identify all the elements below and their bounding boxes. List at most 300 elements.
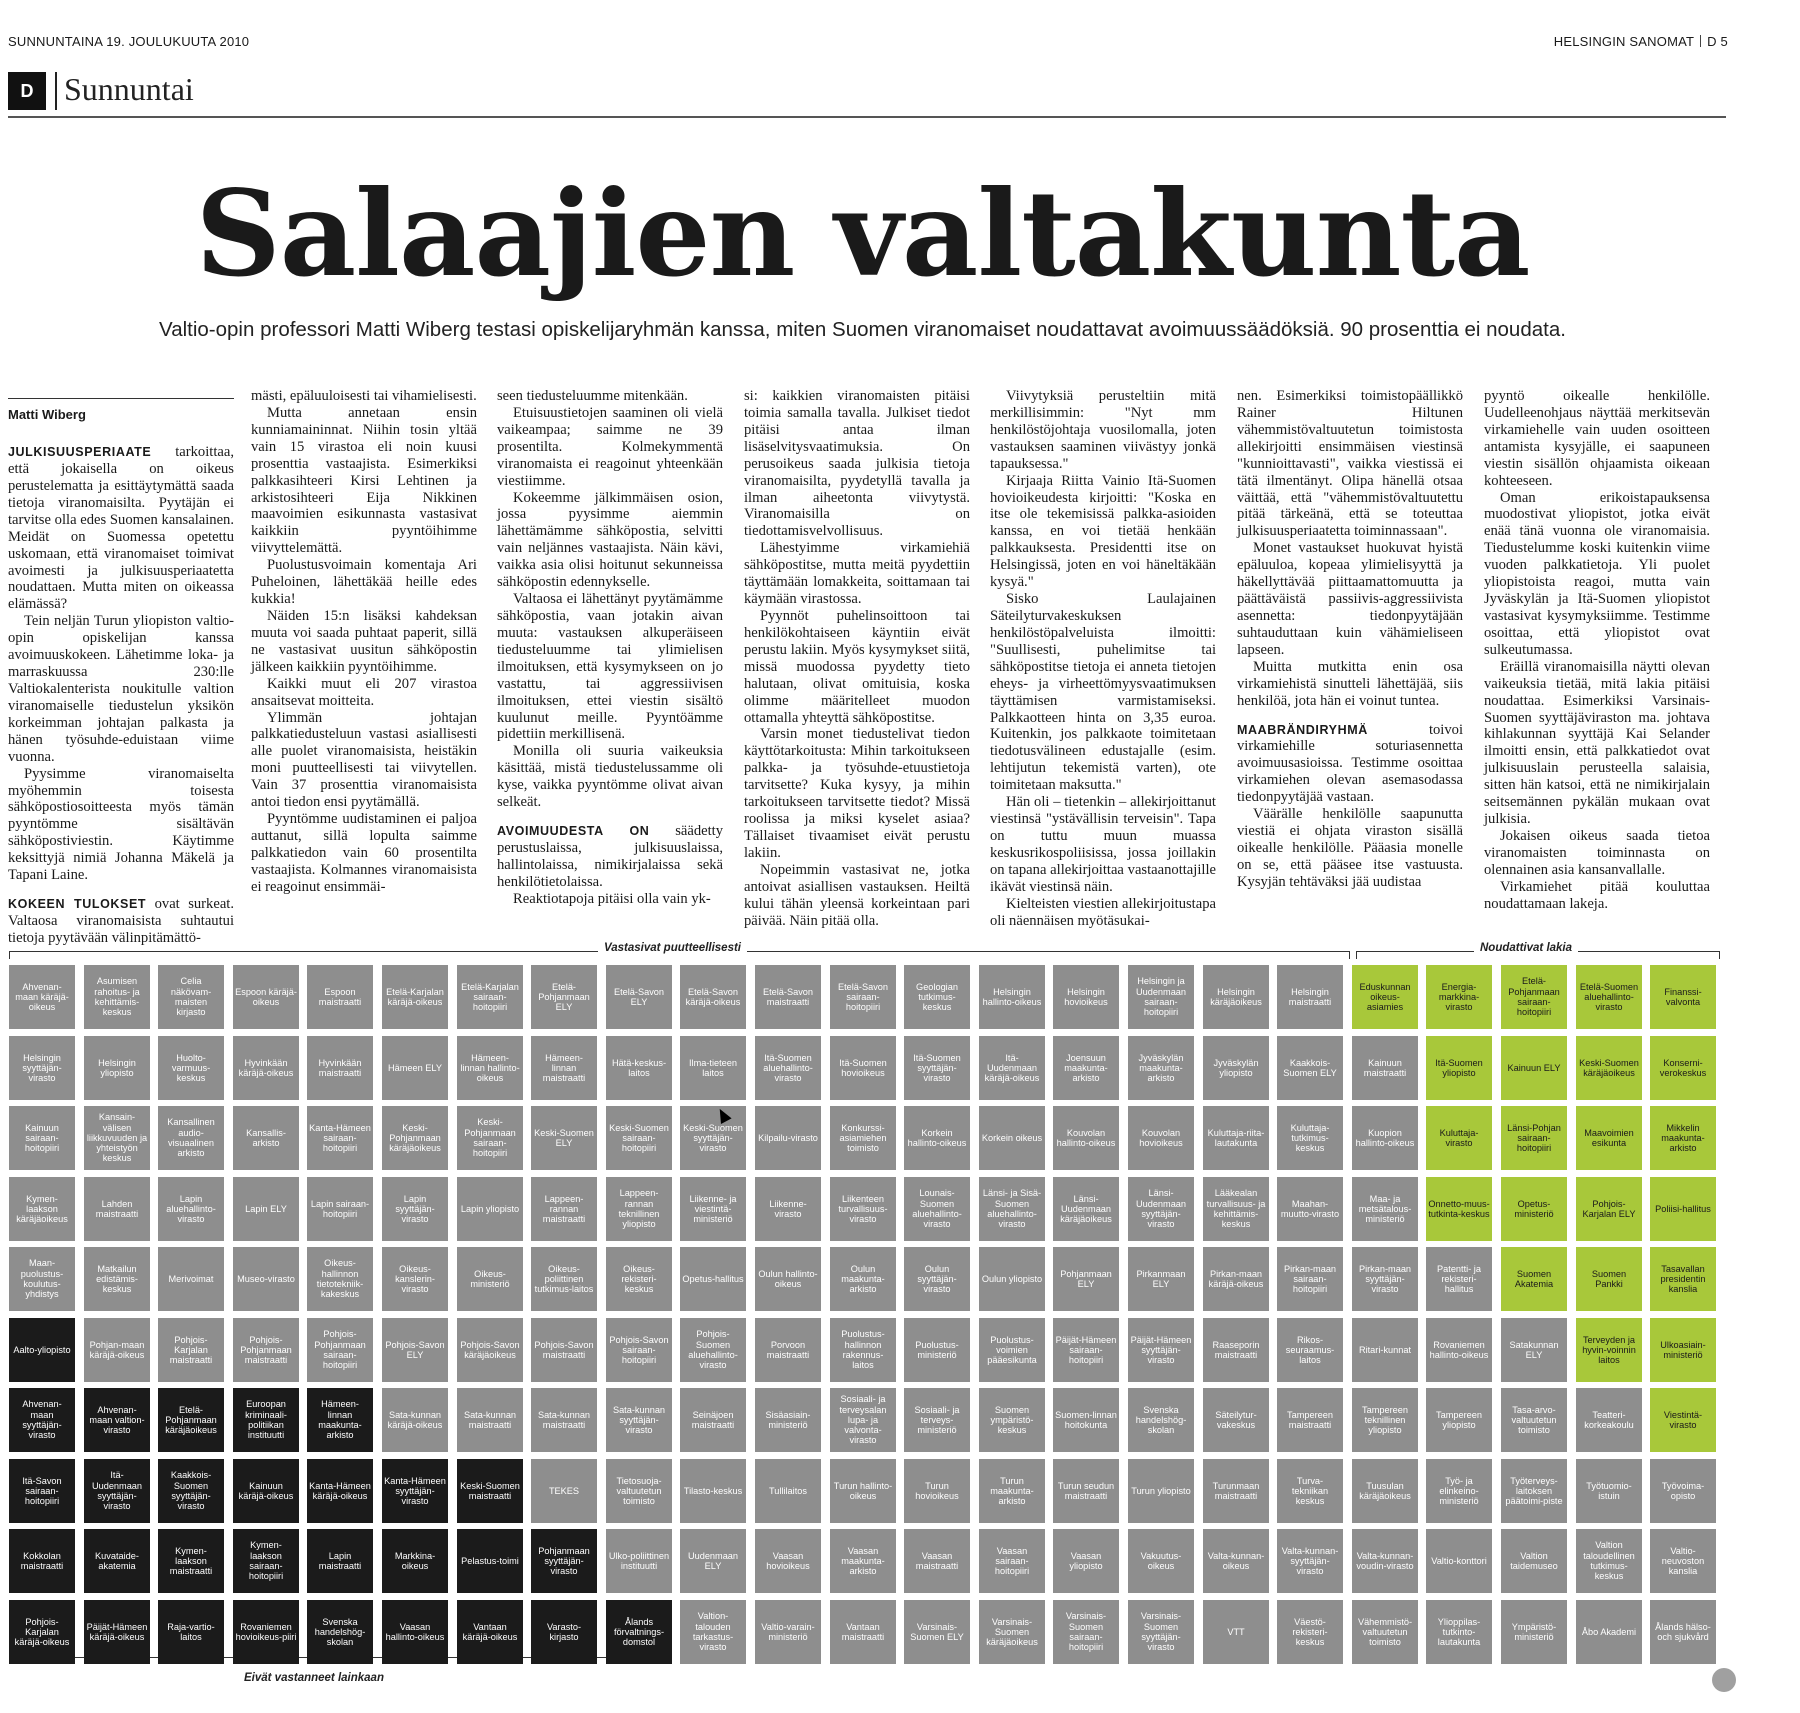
agency-cell: Kainuun ELY xyxy=(1501,1036,1567,1100)
paragraph: Ylimmän johtajan palkkatiedusteluun vastasi asiallisesti alle puolet viranomaisista, heistäkin moni puutteellisesti tai viivytellen. Vain 37 prosenttia viranomaisista antoi tiedon ensi pyytämällä. xyxy=(251,709,477,811)
agency-cell: Etelä-Savon maistraatti xyxy=(755,965,821,1029)
agency-cell: Suomen ympäristö-keskus xyxy=(979,1388,1045,1452)
paragraph-text: säädetty perustuslaissa, julkisuuslaissa, hallintolaissa, nimikirjalaissa sekä henkilötietolaissa. xyxy=(497,823,724,890)
agency-cell: Kilpailu-virasto xyxy=(755,1106,821,1170)
paragraph xyxy=(497,823,723,891)
section-letter-badge: D xyxy=(8,72,46,110)
byline: Matti Wiberg xyxy=(8,398,234,422)
agency-cell: Konkurssi-asiamiehen toimisto xyxy=(830,1106,896,1170)
paragraph: Kirjaaja Riitta Vainio Itä-Suomen hovioikeudesta kirjoitti: "Koska en itse ole tekemisissä palkka-asioiden kanssa, en voi tietää henkään palkkauksesta. Presidentti itse on Helsingissä, joten en voi häneltäkään kysyä." xyxy=(990,472,1216,591)
agency-cell: Kuluttaja-tutkimus-keskus xyxy=(1277,1106,1343,1170)
agency-cell: Länsi-Pohjan sairaan-hoitopiiri xyxy=(1501,1106,1567,1170)
agency-cell: Lounais-Suomen aluehallinto-virasto xyxy=(904,1177,970,1241)
agency-cell: Kansain-välisen liikkuvuuden ja yhteistyön keskus xyxy=(84,1106,150,1170)
paragraph: Sisko Laulajainen Säteilyturvakeskuksen henkilöstöpalveluista ilmoitti: "Suullisesti, puhelimitse tai sähköpostitse tietoja ei anneta tietojen eheys- ja virheettömyysvaatimuksen täyttämisen varmistamiseksi. Palkkaotteen hinta on 3,35 euroa. Kuitenkin, jos palkkaote toimitetaan tiedotusvälineen edustajalle (esim. lehtijutun tekemistä varten), ote toimitetaan maksutta." xyxy=(990,591,1216,794)
agency-cell: Väestö-rekisteri-keskus xyxy=(1277,1600,1343,1664)
agency-cell: Vantaan käräjä-oikeus xyxy=(457,1600,523,1664)
agency-cell: Pohjanmaan syyttäjän-virasto xyxy=(531,1529,597,1593)
agency-cell: Turva-tekniikan keskus xyxy=(1277,1459,1343,1523)
agency-cell: Rikos-seuraamus-laitos xyxy=(1277,1318,1343,1382)
agency-cell: Valta-kunnan-oikeus xyxy=(1203,1529,1269,1593)
agency-cell: Varsinais-Suomen ELY xyxy=(904,1600,970,1664)
agency-cell: Helsingin ja Uudenmaan sairaan-hoitopiiri xyxy=(1128,965,1194,1029)
agency-cell: Onnetto-muus-tutkinta-keskus xyxy=(1426,1177,1492,1241)
agency-cell: Lapin sairaan-hoitopiiri xyxy=(307,1177,373,1241)
agency-cell: Varsinais-Suomen syyttäjän-virasto xyxy=(1128,1600,1194,1664)
page-number: D 5 xyxy=(1707,34,1728,49)
agency-cell: Itä-Suomen syyttäjän-virasto xyxy=(904,1036,970,1100)
agency-cell: Länsi-Uudenmaan käräjäoikeus xyxy=(1053,1177,1119,1241)
agency-cell: Turun hallinto-oikeus xyxy=(830,1459,896,1523)
paragraph: Kaikki muut eli 207 virastoa ansaitsevat moitteita. xyxy=(251,675,477,709)
agency-cell: Matkailun edistämis-keskus xyxy=(84,1247,150,1311)
paper-name: HELSINGIN SANOMAT xyxy=(1553,34,1695,49)
agency-cell: Valta-kunnan-voudin-virasto xyxy=(1352,1529,1418,1593)
paragraph: Puolustusvoimain komentaja Ari Puheloinen, lähettäkää heille edes kukkia! xyxy=(251,557,477,608)
agency-cell: Valta-kunnan-syyttäjän-virasto xyxy=(1277,1529,1343,1593)
agency-cell: Kymen-laakson sairaan-hoitopiiri xyxy=(233,1529,299,1593)
agency-cell: Lapin yliopisto xyxy=(457,1177,523,1241)
agency-cell: Svenska handelshög-skolan xyxy=(307,1600,373,1664)
agency-cell: Pirkan-maan käräjä-oikeus xyxy=(1203,1247,1269,1311)
paragraph: Oman erikoistapauksensa muodostivat yliopistot, jotka eivät enää tänä vuonna ole viranomaisia. Tiedustelumme koski kuitenkin viime vuoden palkkatietoja. Yli puolet yliopistoista reagoi, mutta vain Jyväskylän ja Itä-Suomen yliopistot vastasivat kysymyksiimme. Testimme osoittaa, että yliopistot ovat sulkeutumassa. xyxy=(1484,489,1710,658)
agency-cell: Kansallinen audio-visuaalinen arkisto xyxy=(158,1106,224,1170)
agency-cell: Työvoima-opisto xyxy=(1650,1459,1716,1523)
agency-cell: Hyvinkään käräjä-oikeus xyxy=(233,1036,299,1100)
agency-cell: Varasto-kirjasto xyxy=(531,1600,597,1664)
agency-cell: Valtio-konttori xyxy=(1426,1529,1492,1593)
agency-cell: Rovaniemen hovioikeus-piiri xyxy=(233,1600,299,1664)
agency-cell: Helsingin käräjäoikeus xyxy=(1203,965,1269,1029)
paragraph: Pyynnöt puhelinsoittoon tai henkilökohtaiseen käyntiin eivät perustu lakiin. Myös kysymykset siitä, missä muodossa pyydetty tieto halutaan, olivat omituisia, koska olimme määritelleet muodon ottamalla yhteyttä sähköpostitse. xyxy=(744,607,970,726)
paragraph-text: tarkoittaa, että jokaisella on oikeus perustelematta ja esittäytymättä saada tietoja viranomaisilta. Pyytäjän ei tarvitse olla edes Suomen kansalainen. Meidät on Suomessa opetettu uskomaan, että viranomaiset toimivat avoimesti ja julkisuusperiaatetta noudattaen. Mutta miten on oikeassa elämässä? xyxy=(8,444,234,613)
paragraph: Monilla oli suuria vaikeuksia käsittää, mistä tiedustelussamme oli kyse, vaikka pyyntömme olivat aivan selkeät. xyxy=(497,743,723,811)
agency-cell: Porvoon maistraatti xyxy=(755,1318,821,1382)
agency-cell: Maahan-muutto-virasto xyxy=(1277,1177,1343,1241)
page-date: SUNNUNTAINA 19. JOULUKUUTA 2010 xyxy=(8,34,250,49)
paragraph: mästi, epäluuloisesti tai vihamielisesti. xyxy=(251,388,477,404)
agency-cell: Puolustus-voimien pääesikunta xyxy=(979,1318,1045,1382)
agency-cell: Sisäasiain-ministeriö xyxy=(755,1388,821,1452)
label-complied: Noudattivat lakia xyxy=(1474,942,1578,954)
paragraph: Kokeemme jälkimmäisen osion, jossa pyysimme aiemmin lähettämämme sähköpostia, selvitti vain neljännes vastaajista. Näin kävi, vaikka asia olisi hoitunut sekunneissa sähköpostin edennykselle. xyxy=(497,489,723,591)
agency-cell: Hyvinkään maistraatti xyxy=(307,1036,373,1100)
article-column-4 xyxy=(744,388,970,929)
lead-in: AVOIMUUDESTA ON xyxy=(497,824,650,839)
agency-cell: Itä-Uudenmaan käräjä-oikeus xyxy=(979,1036,1045,1100)
agency-cell: Raja-vartio-laitos xyxy=(158,1600,224,1664)
agency-cell: Satakunnan ELY xyxy=(1501,1318,1567,1382)
agency-cell: Markkina-oikeus xyxy=(382,1529,448,1593)
paragraph xyxy=(8,896,234,947)
agency-cell: Ulkoasiain-ministeriö xyxy=(1650,1318,1716,1382)
paragraph: Pyyntömme uudistaminen ei paljoa auttanut, sillä lopulta saimme palkkatiedon vain 60 prosentilta vastaajista. Kolmannes viranomaisista ei reagoinut ensimmäi- xyxy=(251,811,477,895)
agency-cell: Kainuun sairaan-hoitopiiri xyxy=(9,1106,75,1170)
agency-cell: Vaasan hovioikeus xyxy=(755,1529,821,1593)
article-column-1 xyxy=(8,388,234,946)
headline: Salaajien valtakunta xyxy=(195,164,1530,303)
paragraph-text: toivoi virkamiehille soturiasennetta avoimuusasioissa. Testimme osoittaa virkamiehen olevan asemasodassa tiedonpyytäjää vastaan. xyxy=(1237,721,1463,806)
paragraph: Pyysimme viranomaiselta myöhemmin toisesta sähköpostiosoitteesta myös tämän pyyntömme sisältävän sähköpostiviestin. Käytimme keksittyjä nimiä Johanna Mäkelä ja Tapani Laine. xyxy=(8,765,234,884)
paragraph: si: kaikkien viranomaisten pitäisi toimia samalla tavalla. Julkiset tiedot pitäisi antaa ilman lisäselvitysvaatimuksia. On perusoikeus saada julkisia tietoja viranomaisilta, pyydetyllä tavalla ja ilman aiheetonta viivytystä. Viranomaisilla on tiedottamisvelvollisuus. xyxy=(744,388,970,540)
agency-cell: Itä-Suomen yliopisto xyxy=(1426,1036,1492,1100)
agency-cell: Helsingin hovioikeus xyxy=(1053,965,1119,1029)
agency-cell: Helsingin hallinto-oikeus xyxy=(979,965,1045,1029)
paragraph: Näiden 15:n lisäksi kahdeksan muuta voi saada puhtaat paperit, sillä ne vastasivat uusitun sähköpostin jälkeen kaikkiin pyyntöihimme. xyxy=(251,607,477,675)
agency-cell: Maan-puolustus-koulutus-yhdistys xyxy=(9,1247,75,1311)
agency-cell: Vähemmistö-valtuutetun toimisto xyxy=(1352,1600,1418,1664)
agency-cell: Rovaniemen hallinto-oikeus xyxy=(1426,1318,1492,1382)
agency-cell: Liikenteen turvallisuus-virasto xyxy=(830,1177,896,1241)
agency-cell: Tampereen teknillinen yliopisto xyxy=(1352,1388,1418,1452)
agency-cell: Ympäristö-ministeriö xyxy=(1501,1600,1567,1664)
agency-cell: Vaasan sairaan-hoitopiiri xyxy=(979,1529,1045,1593)
agency-cell: Vaasan yliopisto xyxy=(1053,1529,1119,1593)
agency-cell: Keski-Suomen syyttäjän-virasto xyxy=(680,1106,746,1170)
agency-cell: Finanssi-valvonta xyxy=(1650,965,1716,1029)
agency-cell: Aalto-yliopisto xyxy=(9,1318,75,1382)
agency-cell: Kouvolan hallinto-oikeus xyxy=(1053,1106,1119,1170)
agency-cell: Keski-Suomen käräjäoikeus xyxy=(1576,1036,1642,1100)
article-column-6 xyxy=(1237,388,1463,908)
agency-cell: Kymen-laakson maistraatti xyxy=(158,1529,224,1593)
agency-cell: Keski-Pohjanmaan käräjäoikeus xyxy=(382,1106,448,1170)
agency-cell: Sata-kunnan syyttäjän-virasto xyxy=(606,1388,672,1452)
agency-cell: Celia näkövam-maisten kirjasto xyxy=(158,965,224,1029)
agency-cell: Seinäjoen maistraatti xyxy=(680,1388,746,1452)
agency-cell: Uudenmaan ELY xyxy=(680,1529,746,1593)
agency-cell: Oikeus-ministeriö xyxy=(457,1247,523,1311)
agency-cell: Kainuun käräjä-oikeus xyxy=(233,1459,299,1523)
agency-cell: Työ- ja elinkeino-ministeriö xyxy=(1426,1459,1492,1523)
agency-cell: Oikeus-rekisteri-keskus xyxy=(606,1247,672,1311)
paragraph: Tein neljän Turun yliopiston valtio-opin opiskelijan kanssa avoimuuskokeen. Lähetimme loka- ja marraskuussa 230:lle Valtiokalenterista noukitulle valtion viranomaiselle tiedustelun yksikön korkeimman johtajan palkasta ja hänen työsuhde-eduistaan viime vuonna. xyxy=(8,613,234,765)
agency-cell: Valtion-talouden tarkastus-virasto xyxy=(680,1600,746,1664)
agency-cell: Tuusulan käräjäoikeus xyxy=(1352,1459,1418,1523)
agency-cell: Valtio-varain-ministeriö xyxy=(755,1600,821,1664)
agency-cell: Eduskunnan oikeus-asiamies xyxy=(1352,965,1418,1029)
agency-cell: Maavoimien esikunta xyxy=(1576,1106,1642,1170)
agency-cell: Suomen Akatemia xyxy=(1501,1247,1567,1311)
agency-cell: Pohjan-maan käräjä-oikeus xyxy=(84,1318,150,1382)
agency-cell: Konserni-verokeskus xyxy=(1650,1036,1716,1100)
agency-cell: Lapin ELY xyxy=(233,1177,299,1241)
agency-cell: Pohjois-Pohjanmaan sairaan-hoitopiiri xyxy=(307,1318,373,1382)
agency-cell: Kaakkois-Suomen syyttäjän-virasto xyxy=(158,1459,224,1523)
paragraph: Etuisuustietojen saaminen oli vielä vaikeampaa; saimme ne 39 prosentilta. Kolmekymmentä viranomaista ei reagoinut yhteenkään viestiimme. xyxy=(497,404,723,489)
agency-cell: Liikenne-virasto xyxy=(755,1177,821,1241)
agency-cell: Pohjanmaan ELY xyxy=(1053,1247,1119,1311)
page-folio xyxy=(1554,34,1728,49)
agency-cell: Euroopan kriminaali-politiikan instituutti xyxy=(233,1388,299,1452)
agency-cell: Opetus-hallitus xyxy=(680,1247,746,1311)
folio-divider xyxy=(1700,35,1701,47)
agency-cell: Etelä-Savon ELY xyxy=(606,965,672,1029)
agency-cell: Pirkan-maan syyttäjän-virasto xyxy=(1352,1247,1418,1311)
agency-cell: Pohjois-Savon käräjäoikeus xyxy=(457,1318,523,1382)
agency-cell: Päijät-Hämeen käräjä-oikeus xyxy=(84,1600,150,1664)
agency-cell: Etelä-Pohjanmaan sairaan-hoitopiiri xyxy=(1501,965,1567,1029)
agency-cell: Sosiaali- ja terveysalan lupa- ja valvonta-virasto xyxy=(830,1388,896,1452)
standfirst: Valtio-opin professori Matti Wiberg testasi opiskelijaryhmän kanssa, miten Suomen viranomaiset noudattavat avoimuussäädöksiä. 90 prosenttia ei noudata. xyxy=(159,318,1566,341)
paragraph: Mutta annetaan ensin kunniamaininnat. Niihin tosin yltää vain 15 virastoa eli noin kuusi prosenttia vastaajista. Esimerkiksi palkkasihteeri Kirsi Lehtinen ja arkistosihteeri Eija Nikkinen maavoimien esikunnasta vastasivat kaikkiin pyyntöihimme viivyttelemättä. xyxy=(251,404,477,557)
paragraph: Väärälle henkilölle saapunutta viestiä ei ohjata viraston sisällä oikealle henkilölle. Pääasia monelle on se, että pääsee itse vastuusta. Kysyjän tehtäväksi jää uudistaa xyxy=(1237,806,1463,890)
agency-cell: Kymen-laakson käräjäoikeus xyxy=(9,1177,75,1241)
agency-cell: Sosiaali- ja terveys-ministeriö xyxy=(904,1388,970,1452)
agency-cell: Merivoimat xyxy=(158,1247,224,1311)
agency-cell: Oulun maakunta-arkisto xyxy=(830,1247,896,1311)
agency-cell: Lapin syyttäjän-virasto xyxy=(382,1177,448,1241)
agency-cell: Puolustus-ministeriö xyxy=(904,1318,970,1382)
agency-cell: Kuluttaja-virasto xyxy=(1426,1106,1492,1170)
section-divider xyxy=(55,72,57,110)
agency-cell: Suomen Pankki xyxy=(1576,1247,1642,1311)
agency-cell: Ritari-kunnat xyxy=(1352,1318,1418,1382)
agency-cell: Säteilytur-vakeskus xyxy=(1203,1388,1269,1452)
agency-cell: Espoon maistraatti xyxy=(307,965,373,1029)
paragraph: Nopeimmin vastasivat ne, jotka antoivat asiallisen vastauksen. Heiltä kului tähän yleensä korkeintaan pari päivää. Näin pitää olla. xyxy=(744,861,970,929)
agency-cell: Museo-virasto xyxy=(233,1247,299,1311)
agency-cell: Oikeus-hallinnon tietotekniik-kakeskus xyxy=(307,1247,373,1311)
agency-cell: Turun maakunta-arkisto xyxy=(979,1459,1045,1523)
agency-cell: Itä-Suomen hovioikeus xyxy=(830,1036,896,1100)
agency-cell: Itä-Uudenmaan syyttäjän-virasto xyxy=(84,1459,150,1523)
agency-cell: Hämeen-linnan hallinto-oikeus xyxy=(457,1036,523,1100)
agency-cell: Etelä-Karjalan sairaan-hoitopiiri xyxy=(457,965,523,1029)
paragraph xyxy=(1237,722,1463,807)
agency-cell: Kouvolan hovioikeus xyxy=(1128,1106,1194,1170)
agency-cell: Tampereen yliopisto xyxy=(1426,1388,1492,1452)
agency-cell: TEKES xyxy=(531,1459,597,1523)
agency-cell: Valtion taloudellinen tutkimus-keskus xyxy=(1576,1529,1642,1593)
paragraph: Reaktiotapoja pitäisi olla vain yk- xyxy=(513,890,711,907)
agency-cell: Patentti- ja rekisteri-hallitus xyxy=(1426,1247,1492,1311)
agency-cell: Kainuun maistraatti xyxy=(1352,1036,1418,1100)
agency-cell: Pohjois-Karjalan käräjä-oikeus xyxy=(9,1600,75,1664)
agency-cell: Tasa-arvo-valtuutetun toimisto xyxy=(1501,1388,1567,1452)
agency-cell: Energia-markkina-virasto xyxy=(1426,965,1492,1029)
agency-cell: Helsingin syyttäjän-virasto xyxy=(9,1036,75,1100)
agency-cell: Ahvenan-maan valtion-virasto xyxy=(84,1388,150,1452)
agency-cell: Korkein oikeus xyxy=(979,1106,1045,1170)
agency-cell: Turun yliopisto xyxy=(1128,1459,1194,1523)
agency-cell: Hämeen-linnan maistraatti xyxy=(531,1036,597,1100)
agency-cell: Kanta-Hämeen sairaan-hoitopiiri xyxy=(307,1106,373,1170)
section-header xyxy=(8,66,1726,118)
agency-cell: Ahvenan-maan käräjä-oikeus xyxy=(9,965,75,1029)
label-incomplete: Vastasivat puutteellisesti xyxy=(598,942,747,954)
article-column-5 xyxy=(990,388,1216,929)
agency-cell: Hämeen-linnan maakunta-arkisto xyxy=(307,1388,373,1452)
agency-cell: Työterveys-laitoksen päätoimi-piste xyxy=(1501,1459,1567,1523)
lead-in: KOKEEN TULOKSET xyxy=(8,897,147,912)
agency-cell: Tilasto-keskus xyxy=(680,1459,746,1523)
paragraph: Virkamiehet pitää kouluttaa noudattamaan lakeja. xyxy=(1484,878,1710,912)
agency-cell: Tullilaitos xyxy=(755,1459,821,1523)
agency-cell: Oulun yliopisto xyxy=(979,1247,1045,1311)
agency-cell: Ahvenan-maan syyttäjän-virasto xyxy=(9,1388,75,1452)
agency-cell: Etelä-Savon sairaan-hoitopiiri xyxy=(830,965,896,1029)
agency-cell: Oikeus-poliittinen tutkimus-laitos xyxy=(531,1247,597,1311)
agency-cell: Geologian tutkimus-keskus xyxy=(904,965,970,1029)
agency-cell: Länsi- ja Sisä-Suomen aluehallinto-virasto xyxy=(979,1177,1045,1241)
agency-cell: Kaakkois-Suomen ELY xyxy=(1277,1036,1343,1100)
agency-cell: Vantaan maistraatti xyxy=(830,1600,896,1664)
agency-cell: Helsingin maistraatti xyxy=(1277,965,1343,1029)
agency-grid xyxy=(9,965,1711,1653)
agency-cell: Oikeus-kanslerin-virasto xyxy=(382,1247,448,1311)
agency-cell: Ålands hälso- och sjukvård xyxy=(1650,1600,1716,1664)
agency-cell: Viestintä-virasto xyxy=(1650,1388,1716,1452)
agency-cell: Kuluttaja-riita-lautakunta xyxy=(1203,1106,1269,1170)
agency-cell: Lääkealan turvallisuus- ja kehittämis-keskus xyxy=(1203,1177,1269,1241)
agency-cell: Turun hovioikeus xyxy=(904,1459,970,1523)
paragraph: nen. Esimerkiksi toimistopäällikkö Rainer Hiltunen vähemmistövaltuutetun toimistosta allekirjoitti ensimmäisen viestinsä "kunnioittavasti", vaikka viestissä ei tätä ilmentänyt. Olipa hänellä otsaa väittää, että "vähemmistövaltuutettu pitää tärkeänä, että se toteuttaa julkisuusperiaatetta toiminnassaan". xyxy=(1237,388,1463,540)
paragraph: Lähestyimme virkamiehiä sähköpostitse, mutta meitä pyydettiin täyttämään lomakkeita, soittamaan tai käymään virastossa. xyxy=(744,540,970,608)
paragraph xyxy=(8,444,234,613)
agency-cell: Korkein hallinto-oikeus xyxy=(904,1106,970,1170)
agency-cell: Lapin maistraatti xyxy=(307,1529,373,1593)
agency-cell: Pohjois-Pohjanmaan maistraatti xyxy=(233,1318,299,1382)
agency-cell: Lappeen-rannan maistraatti xyxy=(531,1177,597,1241)
agency-cell: Vaasan maistraatti xyxy=(904,1529,970,1593)
agency-cell: Pirkanmaan ELY xyxy=(1128,1247,1194,1311)
paragraph: Monet vastaukset huokuvat hyistä epäluuloa, kopeaa ylimielisyyttä ja häkellyttävää piittaamattomuutta ja päättäväistä passiivis-aggressiivista asennetta: tiedonpyytäjään suhtauduttaan kuin vähämieliseen lapseen. xyxy=(1237,540,1463,658)
agency-cell: Oulun syyttäjän-virasto xyxy=(904,1247,970,1311)
agency-cell: Oulun hallinto-oikeus xyxy=(755,1247,821,1311)
agency-cell: Työtuomio-istuin xyxy=(1576,1459,1642,1523)
agency-cell: Vaasan maakunta-arkisto xyxy=(830,1529,896,1593)
label-none: Eivät vastanneet lainkaan xyxy=(238,1672,390,1684)
agency-cell: Pohjois-Karjalan ELY xyxy=(1576,1177,1642,1241)
agency-cell: Pelastus-toimi xyxy=(457,1529,523,1593)
agency-cell: VTT xyxy=(1203,1600,1269,1664)
paragraph: Kielteisten viestien allekirjoitustapa oli näennäisen myötäsukai- xyxy=(990,895,1216,929)
agency-cell: Ulko-poliittinen instituutti xyxy=(606,1529,672,1593)
agency-cell: Svenska handelshög-skolan xyxy=(1128,1388,1194,1452)
agency-cell: Ålands förvaltnings-domstol xyxy=(606,1600,672,1664)
section-title: Sunnuntai xyxy=(64,71,194,107)
paragraph: Eräillä viranomaisilla näytti olevan vaikeuksia tietää, mitä lakia pitäisi noudattaa. Esimerkiksi Varsinais-Suomen syyttäjäviraston ma. johtava kihlakunnan syyttäjä Kai Selander ilmoitti ensin, että palkkatiedot ovat julkisuuslain perusteella salaisia, sitten hän katsoi, että ne nimikirjalain seitsemännen pykälän mukaan ovat julkisia. xyxy=(1484,658,1710,828)
agency-cell: Pohjois-Savon ELY xyxy=(382,1318,448,1382)
agency-cell: Länsi-Uudenmaan syyttäjän-virasto xyxy=(1128,1177,1194,1241)
agency-cell: Raaseporin maistraatti xyxy=(1203,1318,1269,1382)
agency-cell: Suomen-linnan hoitokunta xyxy=(1053,1388,1119,1452)
agency-cell: Itä-Savon sairaan-hoitopiiri xyxy=(9,1459,75,1523)
agency-cell: Pirkan-maan sairaan-hoitopiiri xyxy=(1277,1247,1343,1311)
article-column-3 xyxy=(497,388,723,908)
agency-cell: Etelä-Suomen aluehallinto-virasto xyxy=(1576,965,1642,1029)
agency-cell: Itä-Suomen aluehallinto-virasto xyxy=(755,1036,821,1100)
agency-cell: Pohjois-Karjalan maistraatti xyxy=(158,1318,224,1382)
agency-cell: Valtion taidemuseo xyxy=(1501,1529,1567,1593)
agency-cell: Vakuutus-oikeus xyxy=(1128,1529,1194,1593)
agency-cell: Mikkelin maakunta-arkisto xyxy=(1650,1106,1716,1170)
lead-in: JULKISUUSPERIAATE xyxy=(8,445,152,460)
agency-cell: Kanta-Hämeen syyttäjän-virasto xyxy=(382,1459,448,1523)
agency-cell: Päijät-Hämeen sairaan-hoitopiiri xyxy=(1053,1318,1119,1382)
agency-cell: Huolto-varmuus-keskus xyxy=(158,1036,224,1100)
agency-cell: Maa- ja metsätalous-ministeriö xyxy=(1352,1177,1418,1241)
agency-cell: Pohjois-Savon maistraatti xyxy=(531,1318,597,1382)
agency-cell: Hätä-keskus-laitos xyxy=(606,1036,672,1100)
agency-cell: Ilma-tieteen laitos xyxy=(680,1036,746,1100)
agency-cell: Poliisi-hallitus xyxy=(1650,1177,1716,1241)
agency-cell: Terveyden ja hyvin-voinnin laitos xyxy=(1576,1318,1642,1382)
agency-cell: Tampereen maistraatti xyxy=(1277,1388,1343,1452)
paragraph: Valtaosa ei lähettänyt pyytämämme sähköpostia, vaan jotakin aivan muuta: vastauksen alkuperäiseen tiedusteluumme tai ylimielisen ilmoituksen, että kysymykseen on jo vastattu, tai aggressiivisen ilmoituksen, ettei viestin sisältö kuulunut meille. Pyyntöämme pidettiin merkillisenä. xyxy=(497,591,723,743)
agency-cell: Pohjois-Savon sairaan-hoitopiiri xyxy=(606,1318,672,1382)
agency-cell: Keski-Suomen ELY xyxy=(531,1106,597,1170)
agency-cell: Tasavallan presidentin kanslia xyxy=(1650,1247,1716,1311)
agency-cell: Kuvataide-akatemia xyxy=(84,1529,150,1593)
agency-cell: Kokkolan maistraatti xyxy=(9,1529,75,1593)
agency-cell: Espoon käräjä-oikeus xyxy=(233,965,299,1029)
paragraph: Jokaisen oikeus saada tietoa viranomaisten toiminnasta on olennainen asia kansanvallalle. xyxy=(1484,827,1710,878)
agency-cell: Kansallis-arkisto xyxy=(233,1106,299,1170)
agency-cell: Joensuun maakunta-arkisto xyxy=(1053,1036,1119,1100)
agency-cell: Kuopion hallinto-oikeus xyxy=(1352,1106,1418,1170)
agency-cell: Keski-Suomen sairaan-hoitopiiri xyxy=(606,1106,672,1170)
agency-cell: Etelä-Pohjanmaan ELY xyxy=(531,965,597,1029)
agency-cell: Kanta-Hämeen käräjä-oikeus xyxy=(307,1459,373,1523)
agency-cell: Helsingin yliopisto xyxy=(84,1036,150,1100)
article-column-7 xyxy=(1484,388,1710,912)
agency-cell: Teatteri-korkeakoulu xyxy=(1576,1388,1642,1452)
agency-cell: Valtio-neuvoston kanslia xyxy=(1650,1529,1716,1593)
paragraph: seen tiedusteluumme mitenkään. xyxy=(497,388,688,404)
agency-cell: Jyväskylän maakunta-arkisto xyxy=(1128,1036,1194,1100)
agency-cell: Varsinais-Suomen sairaan-hoitopiiri xyxy=(1053,1600,1119,1664)
agency-cell: Puolustus-hallinnon rakennus-laitos xyxy=(830,1318,896,1382)
agency-cell: Keski-Suomen maistraatti xyxy=(457,1459,523,1523)
article-column-2 xyxy=(251,388,477,908)
scroll-handle[interactable] xyxy=(1712,1668,1736,1692)
paragraph-text: ovat surkeat. Valtaosa viranomaisista suhtautui tietoja pyytävään välinpitämättö- xyxy=(8,896,234,946)
agency-cell: Turun seudun maistraatti xyxy=(1053,1459,1119,1523)
agency-cell: Asumisen rahoitus- ja kehittämis-keskus xyxy=(84,965,150,1029)
paragraph: Viivytyksiä perusteltiin mitä merkillisimmin: "Nyt mm henkilöstöjohtaja vuosilomalla, joten vastauksen saaminen viivästyy jonkä tapauksessa." xyxy=(990,388,1216,472)
agency-cell: Sata-kunnan maistraatti xyxy=(531,1388,597,1452)
agency-cell: Hämeen ELY xyxy=(382,1036,448,1100)
agency-cell: Ylioppilas-tutkinto-lautakunta xyxy=(1426,1600,1492,1664)
paragraph: Hän oli – tietenkin – allekirjoittanut viestinsä "ystävällisin terveisin". Tapa on tuttu muun muassa keskusrikospoliisissa, jossa joillakin on tapana allekirjoittaa vastaanottajille ikävät viestinsä näin. xyxy=(990,794,1216,895)
paragraph: Varsin monet tiedustelivat tiedon käyttötarkoitusta: Mihin tarkoitukseen palkka- ja työsuhde-etuustietoja tarvitsette? Kuka kysyy, ja mihin tarkoitukseen tarvitsette tiedot? Missä roolissa ja miksi kyselet asiaa? Tällaiset tivaamiset eivät perustu lakiin. xyxy=(744,726,970,861)
agency-cell: Jyväskylän yliopisto xyxy=(1203,1036,1269,1100)
agency-cell: Lahden maistraatti xyxy=(84,1177,150,1241)
paragraph: pyyntö oikealle henkilölle. Uudelleenohjaus näyttää merkitsevän virkamiehelle vain uuden osoitteen antamista kysyjälle, ei saapuneen viestin sisällön ohjaamista oikeaan kohteeseen. xyxy=(1484,388,1710,489)
agency-cell: Etelä-Karjalan käräjä-oikeus xyxy=(382,965,448,1029)
agency-cell: Lapin aluehallinto-virasto xyxy=(158,1177,224,1241)
agency-cell: Sata-kunnan maistraatti xyxy=(457,1388,523,1452)
agency-cell: Pohjois-Suomen aluehallinto-virasto xyxy=(680,1318,746,1382)
agency-cell: Varsinais-Suomen käräjäoikeus xyxy=(979,1600,1045,1664)
agency-cell: Åbo Akademi xyxy=(1576,1600,1642,1664)
agency-cell: Päijät-Hämeen syyttäjän-virasto xyxy=(1128,1318,1194,1382)
agency-cell: Sata-kunnan käräjä-oikeus xyxy=(382,1388,448,1452)
agency-cell: Tietosuoja-valtuutetun toimisto xyxy=(606,1459,672,1523)
agency-cell: Etelä-Pohjanmaan käräjäoikeus xyxy=(158,1388,224,1452)
agency-cell: Liikenne- ja viestintä-ministeriö xyxy=(680,1177,746,1241)
agency-cell: Vaasan hallinto-oikeus xyxy=(382,1600,448,1664)
agency-cell: Opetus-ministeriö xyxy=(1501,1177,1567,1241)
agency-cell: Lappeen-rannan teknillinen yliopisto xyxy=(606,1177,672,1241)
agency-cell: Keski-Pohjanmaan sairaan-hoitopiiri xyxy=(457,1106,523,1170)
paragraph: Muitta mutkitta enin osa virkamiehistä sinutteli lähettäjää, siis henkilöä, jota hän ei voinut tuntea. xyxy=(1237,658,1463,709)
agency-cell: Turunmaan maistraatti xyxy=(1203,1459,1269,1523)
lead-in: MAABRÄNDIRYHMÄ xyxy=(1237,722,1368,737)
agency-cell: Etelä-Savon käräjä-oikeus xyxy=(680,965,746,1029)
